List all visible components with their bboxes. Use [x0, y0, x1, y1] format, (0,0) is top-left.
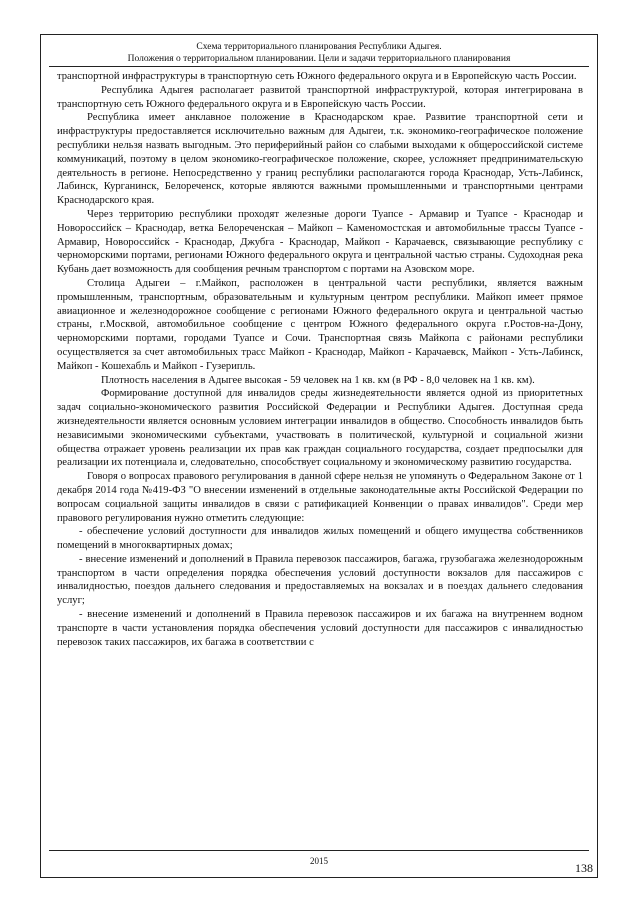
header-subtitle: Положения о территориальном планировании. Цели и задачи территориального планирования [127, 54, 511, 64]
paragraph: Республика имеет анклавное положение в Краснодарском крае. Развитие транспортной сети и инфраструктуры предоставляется исключительно важным для Адыгеи, т.к. экономико-географическое положение республики нельзя назвать выгодным. Это периферийный район со слабыми выходами к общероссийской системе коммуникаций, поэтому в целом экономико-географическое положение, скорее, усложняет предпринимательскую деятельность в регионе. Непосредственно у границ республики располагаются города Краснодар, Усть-Лабинск, Лабинск, Курганинск, Белореченск, которые являются важными промышленными и транспортными центрами Краснодарского края. [57, 112, 583, 207]
header-divider [49, 66, 589, 67]
page-header [41, 41, 597, 65]
document-body [57, 70, 583, 649]
footer-divider [49, 850, 589, 851]
footer-year: 2015 [310, 856, 328, 866]
page-frame [40, 34, 598, 878]
paragraph: Через территорию республики проходят железные дороги Туапсе - Армавир и Туапсе - Краснодар и Новороссийск – Краснодар, ветка Белореченская – Майкоп – Каменомостская и автомобильные трассы Туапсе - Армавир, Новороссийск - Краснодар, Джубга - Краснодар, Майкоп - Карачаевск, связывающие республику с черноморскими портами, регионами Южного федерального округа и центральной частью страны. Судоходная река Кубань дает возможность для сообщения речным транспортом с портами на Азовском море. [57, 208, 583, 276]
list-item: - внесение изменений и дополнений в Правила перевозок пассажиров, багажа, грузобагажа железнодорожным транспортом в части определения порядка обеспечения условий доступности вокзалов для пассажиров с инвалидностью, поездов дальнего следования и предоставляемых на вокзалах и в поездах дальнего следования услуг; [57, 553, 583, 607]
page-number: 138 [575, 861, 593, 875]
paragraph: транспортной инфраструктуры в транспортную сеть Южного федерального округа и в Европейскую часть России. [57, 71, 577, 82]
paragraph: Плотность населения в Адыгее высокая - 59 человек на 1 кв. км (в РФ - 8,0 человек на 1 кв. км). [101, 374, 535, 386]
list-item: - внесение изменений и дополнений в Правила перевозок пассажиров и их багажа на внутреннем водном транспорте в части установления порядка обеспечения условий доступности для пассажиров с инвалидностью перевозок таких пассажиров, их багажа в соответствии с [57, 609, 583, 648]
paragraph: Столица Адыгеи – г.Майкоп, расположен в центральной части республики, является важным промышленным, транспортным, образовательным и культурным центром республики. Майкоп имеет прямое авиационное и железнодорожное сообщение с регионами Южного федерального округа и центральной частью страны, г.Москвой, автомобильное сообщение с центром Южного федерального округа г.Ростов-на-Дону, черноморскими портами, городами Туапсе и Сочи. Транспортная связь Майкопа с районами республики осуществляется за счет автомобильных трасс Майкоп - Краснодар, Майкоп - Карачаевск, Майкоп - Усть-Лабинск, Майкоп - Кошехабль и Майкоп - Гузерипль. [57, 277, 583, 372]
paragraph: Формирование доступной для инвалидов среды жизнедеятельности является одной из приоритетных задач социально-экономического развития Российской Федерации и Республики Адыгея. Доступная среда жизнедеятельности является основным условием интеграции инвалидов в общество. Способность инвалидов быть независимыми экономическими субъектами, участвовать в политической, культурной и социальной жизни общества отражает уровень реализации их прав как граждан социального государства, создает предпосылки для реализации их потенциала и, следовательно, способствует социальному и экономическому развитию государства. [57, 388, 583, 469]
header-title: Схема территориального планирования Республики Адыгея. [196, 42, 442, 52]
paragraph: Республика Адыгея располагает развитой транспортной инфраструктурой, которая интегрирована в транспортную сеть Южного федерального округа и в Европейскую часть России. [57, 84, 583, 110]
list-item: - обеспечение условий доступности для инвалидов жилых помещений и общего имущества собственников помещений в многоквартирных домах; [57, 526, 583, 552]
paragraph: Говоря о вопросах правового регулирования в данной сфере нельзя не упомянуть о Федеральном Законе от 1 декабря 2014 года №419-ФЗ "О внесении изменений в отдельные законодательные акты Российской Федерации по вопросам социальной защиты инвалидов в связи с ратификацией Конвенции о правах инвалидов". Среди мер правового регулирования нужно отметить следующие: [57, 471, 583, 524]
